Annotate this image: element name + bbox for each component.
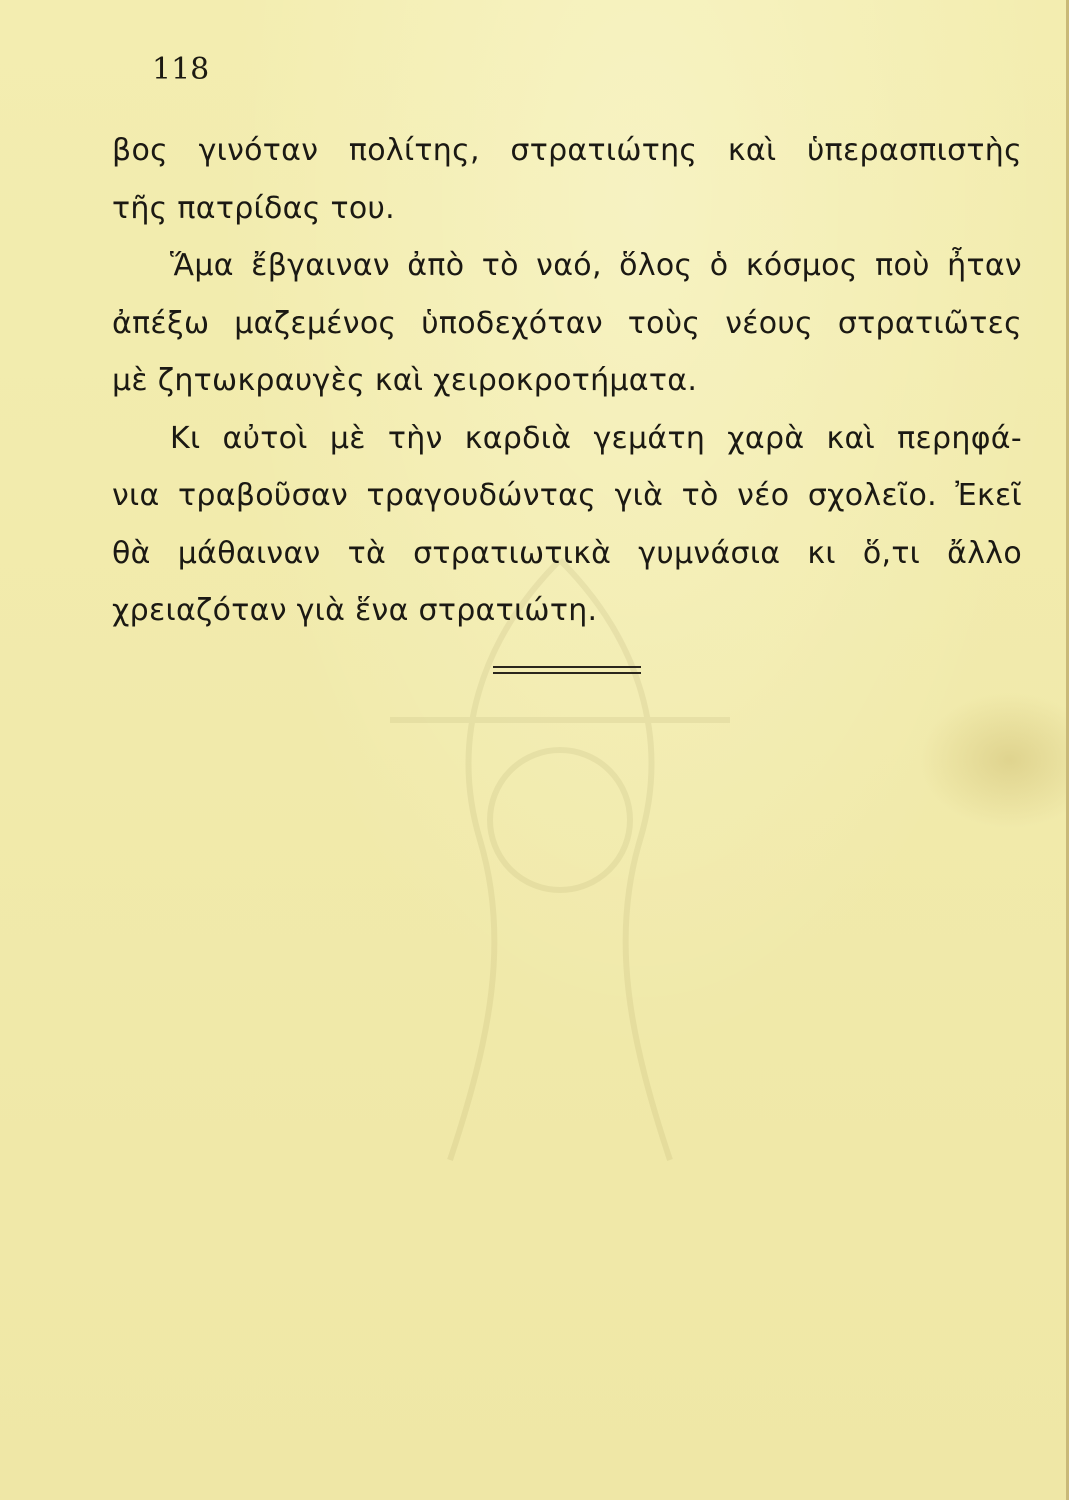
divider-rule-bottom — [493, 672, 641, 674]
text-line: χρειαζόταν γιὰ ἕνα στρατιώτη. — [112, 593, 598, 628]
page-number: 118 — [152, 52, 210, 87]
paragraph-start-line: Κι αὐτοὶ μὲ τὴν καρδιὰ γεμάτη χαρὰ καὶ περηφά- — [170, 420, 1022, 456]
double-rule-divider — [493, 664, 641, 678]
text-line: μὲ ζητωκραυγὲς καὶ χειροκροτήματα. — [112, 363, 698, 398]
divider-rule-top — [493, 666, 641, 668]
paragraph-start-line: Ἅμα ἔβγαιναν ἀπὸ τὸ ναό, ὅλος ὁ κόσμος ποὺ ἦταν — [170, 248, 1022, 283]
body-text — [112, 122, 1022, 640]
text-line: ἀπέξω μαζεμένος ὑποδεχόταν τοὺς νέους στρατιῶτες — [112, 305, 1022, 341]
text-line: θὰ μάθαιναν τὰ στρατιωτικὰ γυμνάσια κι ὅ,τι ἄλλο — [112, 535, 1022, 571]
text-line: νια τραβοῦσαν τραγουδώντας γιὰ τὸ νέο σχολεῖο. Ἐκεῖ — [112, 478, 1022, 513]
text-line: τῆς πατρίδας του. — [112, 190, 395, 226]
text-line: βος γινόταν πολίτης, στρατιώτης καὶ ὑπερασπιστὴς — [112, 133, 1022, 168]
